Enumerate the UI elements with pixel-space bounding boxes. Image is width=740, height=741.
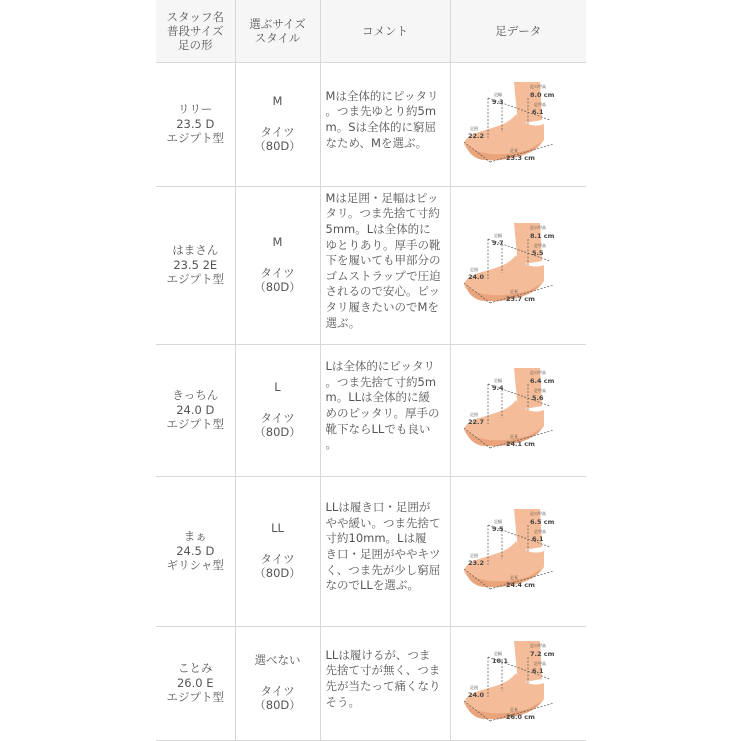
width-label: 足幅 [494,519,503,524]
denier-label: （80D） [254,425,301,440]
usual-size: 24.5 D [176,543,215,558]
chosen-size: M [272,235,283,250]
length-label: 足長 [510,148,519,153]
style-label: タイツ [260,551,295,566]
foot-shape: エジプト型 [166,690,224,705]
width-value: 9.7 [492,239,504,247]
girth-value: 22.7 [468,418,485,426]
comment-cell [320,62,450,186]
table-row [156,62,586,186]
header-size: 選ぶサイズ スタイル [235,0,320,62]
chosen-size: M [272,94,283,109]
staff-cell [156,186,235,344]
length-label: 足長 [510,289,519,294]
length-value: 26.0 cm [506,713,536,721]
ball-height-value: 5.5 [532,249,544,257]
style-label: タイツ [260,124,295,139]
size-cell [235,186,320,344]
ball-height-value: 6.1 [532,108,544,116]
foot-shape: エジプト型 [166,417,224,432]
comment-cell [320,344,450,476]
length-label: 足長 [510,575,519,580]
length-value: 23.7 cm [506,295,536,303]
instep-height-value: 7.2 cm [530,650,555,658]
table-row [156,186,586,344]
instep-height-label: 足の甲高 [530,643,547,648]
foot-illustration [458,507,578,595]
instep-height-value: 6.5 cm [530,518,555,526]
staff-size-table [156,0,586,741]
comment-text: Mは全体的にピッタリ 。つま先ゆとり約5m m。Sは全体的に窮屈 なため、Mを選ぶ。 [325,88,439,150]
staff-cell [156,626,235,740]
denier-label: （80D） [254,566,301,581]
foot-data-cell [450,344,586,476]
instep-height-label: 足の甲高 [530,370,547,375]
length-value: 24.4 cm [506,581,536,589]
staff-name: きっちん [172,388,219,403]
ball-height-label: 足甲高 [534,243,547,248]
usual-size: 23.5 D [176,116,215,131]
width-label: 足幅 [494,92,503,97]
length-label: 足長 [510,434,519,439]
usual-size: 24.0 D [176,402,215,417]
staff-name: まぁ [183,529,207,544]
length-value: 23.3 cm [506,154,536,162]
comment-cell [320,476,450,626]
width-value: 9.3 [492,98,504,106]
table-row [156,476,586,626]
size-cell [235,62,320,186]
girth-label: 足囲 [470,685,479,690]
instep-height-label: 足の甲高 [530,84,547,89]
foot-data-cell [450,476,586,626]
table-row [156,344,586,476]
ball-height-label: 足甲高 [534,529,547,534]
width-value: 9.5 [492,525,504,533]
denier-label: （80D） [254,698,301,713]
width-label: 足幅 [494,651,503,656]
chosen-size: 選べない [254,653,301,668]
chosen-size: L [274,380,281,395]
chosen-size: LL [271,521,284,536]
width-value: 9.4 [492,384,504,392]
comment-text: LLは履けるが、つま 先捨て寸が無く、つま 先が当たって痛くなり そう。 [325,647,441,709]
girth-label: 足囲 [470,126,479,131]
instep-height-label: 足の甲高 [530,225,547,230]
foot-illustration [458,221,578,309]
staff-name: リリー [178,102,213,117]
foot-shape: ギリシャ型 [166,558,224,573]
width-value: 10.1 [492,657,509,665]
ball-height-label: 足甲高 [534,661,547,666]
foot-data-cell [450,626,586,740]
staff-name: はまさん [172,243,219,258]
girth-value: 22.2 [468,132,485,140]
staff-name: ことみ [178,661,213,676]
instep-height-label: 足の甲高 [530,511,547,516]
usual-size: 23.5 2E [173,257,218,272]
ball-height-label: 足甲高 [534,102,547,107]
size-cell [235,344,320,476]
width-label: 足幅 [494,233,503,238]
staff-cell [156,344,235,476]
comment-text: LLは履き口・足囲が やや緩い。つま先捨て 寸約10mm。Lは履 き口・足囲がややキツ く、つま先が少し窮屈 なのでLLを選ぶ。 [325,500,441,593]
girth-value: 23.2 [468,559,485,567]
ball-height-value: 6.1 [532,667,544,675]
instep-height-value: 8.1 cm [530,232,555,240]
header-foot-data: 足データ [450,0,586,62]
usual-size: 26.0 E [176,675,214,690]
foot-illustration [458,639,578,727]
ball-height-value: 6.1 [532,535,544,543]
size-cell [235,626,320,740]
length-value: 24.1 cm [506,440,536,448]
comment-text: Lは全体的にピッタリ 。つま先捨て寸約5m m。LLは全体的に緩 めのピッタリ。厚手の 靴下ならLLでも良い 。 [325,359,440,452]
width-label: 足幅 [494,378,503,383]
length-label: 足長 [510,707,519,712]
ball-height-value: 5.6 [532,394,544,402]
comment-text: Mは足囲・足幅はピッ タリ。つま先捨て寸約 5mm。Lは全体的に ゆとりあり。厚手の靴 下を履いても甲部分の ゴムストラップで圧迫 されるので安心。ピッ タリ履きたいのでMを 選ぶ。 [325,190,441,330]
style-label: タイツ [260,410,295,425]
foot-illustration [458,80,578,168]
header-staff: スタッフ名 普段サイズ 足の形 [156,0,235,62]
ball-height-label: 足甲高 [534,388,547,393]
staff-cell [156,476,235,626]
denier-label: （80D） [254,139,301,154]
girth-value: 24.0 [468,691,485,699]
header-comment: コメント [320,0,450,62]
size-cell [235,476,320,626]
style-label: タイツ [260,265,295,280]
foot-illustration [458,366,578,454]
header-row [156,0,586,62]
foot-data-cell [450,62,586,186]
foot-shape: エジプト型 [166,131,224,146]
table-row [156,626,586,740]
girth-value: 24.0 [468,273,485,281]
style-label: タイツ [260,683,295,698]
denier-label: （80D） [254,280,301,295]
foot-shape: エジプト型 [166,272,224,287]
foot-data-cell [450,186,586,344]
girth-label: 足囲 [470,412,479,417]
comment-cell [320,186,450,344]
girth-label: 足囲 [470,267,479,272]
girth-label: 足囲 [470,553,479,558]
instep-height-value: 8.0 cm [530,91,555,99]
instep-height-value: 6.4 cm [530,377,555,385]
staff-cell [156,62,235,186]
comment-cell [320,626,450,740]
